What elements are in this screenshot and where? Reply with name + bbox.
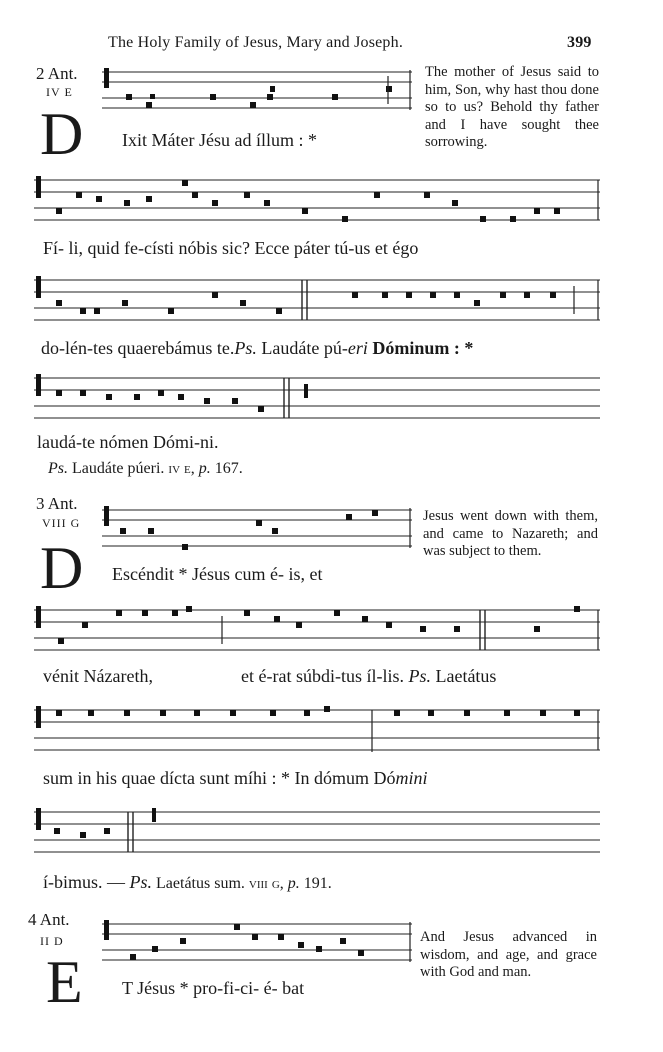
lyric-line: Escéndit * Jésus cum é- is, et [112,564,323,584]
antiphon-mode: VIII G [42,516,81,530]
antiphon-number: 3 Ant. [36,494,78,513]
music-staff [102,66,414,116]
drop-initial: D [40,101,84,167]
lyric-line: Ixit Máter Jésu ad íllum : * [122,130,317,150]
lyric-line: sum in his quae dícta sunt míhi : * In dómum Dómini [43,768,428,788]
lyric-line: et é-rat súbdi-tus íl-lis. Ps. Laetátus [241,666,497,686]
music-staff [34,370,602,426]
music-staff [34,702,602,758]
music-staff [34,804,602,860]
translation: And Jesus advanced in wisdom, and age, and grace with God and man. [420,929,597,980]
page-title: The Holy Family of Jesus, Mary and Joseph. [108,34,404,51]
drop-initial: D [40,535,84,601]
antiphon-number: 2 Ant. [36,64,78,83]
antiphon-number: 4 Ant. [28,910,70,929]
lyric-line: laudá-te nómen Dómi-ni. [37,432,219,452]
music-staff [102,504,414,554]
psalm-reference: Ps. Laudáte púeri. iv e, p. 167. [48,460,243,477]
music-staff [34,602,602,658]
lyric-line: í-bimus. — Ps. Laetátus sum. viii g, p. 191. [43,872,332,892]
music-staff [102,918,414,968]
drop-initial: E [46,949,83,1015]
antiphon-mode: IV E [46,85,73,99]
translation: Jesus went down with them, and came to Nazareth; and was subject to them. [423,508,598,559]
lyric-line: T Jésus * pro-fi-ci- é- bat [122,978,305,998]
translation: The mother of Jesus said to him, Son, why hast thou done so to us? Behold thy father and I have sought thee sorrowing. [425,64,599,150]
lyric-line: do-lén-tes quaerebámus te.Ps. Laudáte pú-eri Dóminum : * [41,338,474,358]
page-number: 399 [567,34,592,51]
music-staff [34,272,602,328]
antiphon-mode: II D [40,934,64,948]
music-staff [34,172,602,228]
lyric-line: Fí- li, quid fe-císti nóbis sic? Ecce páter tú-us et égo [43,238,419,258]
lyric-line: vénit Názareth, [43,666,153,686]
